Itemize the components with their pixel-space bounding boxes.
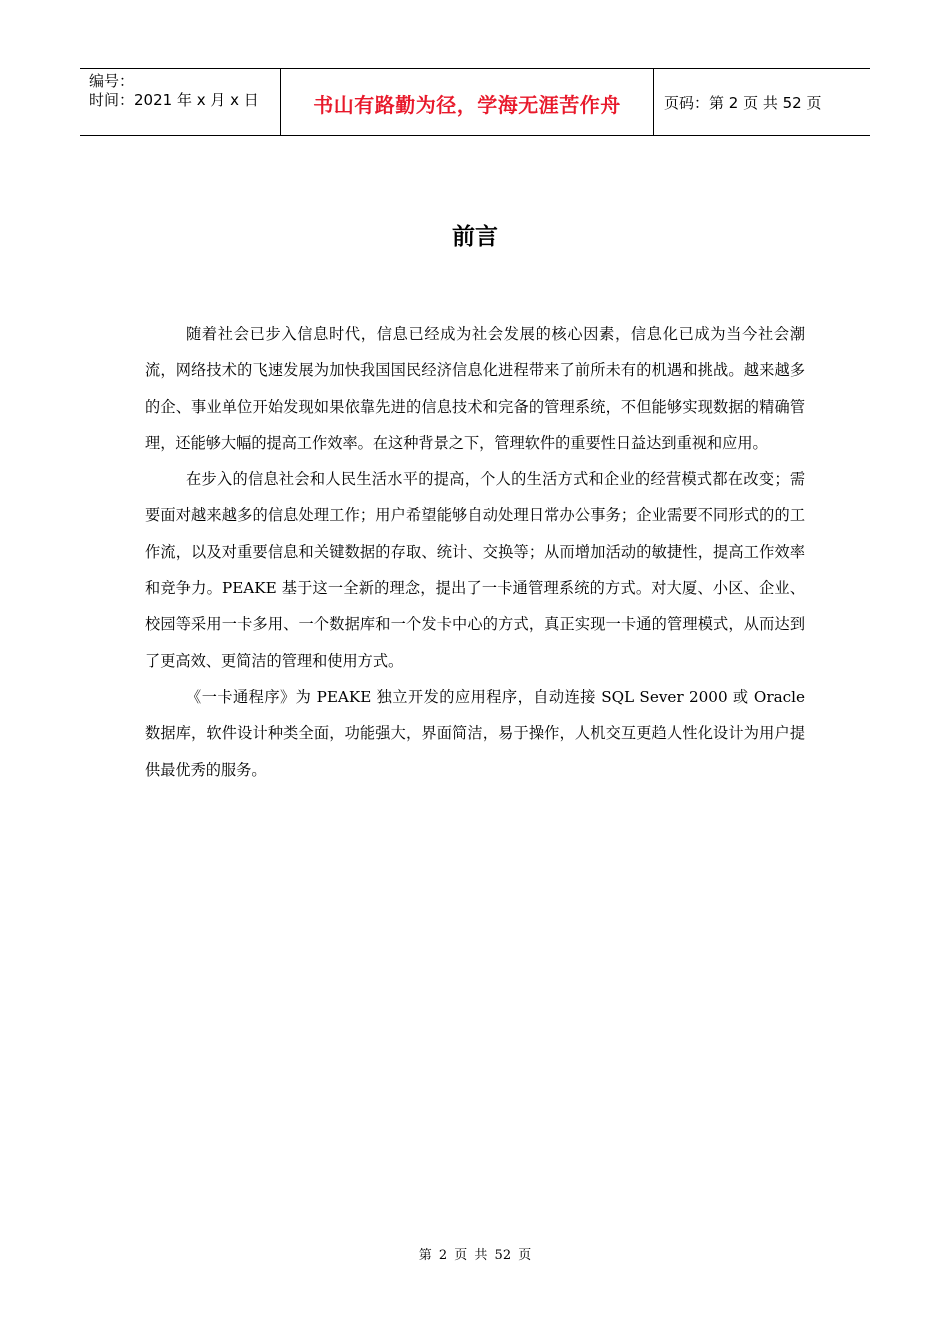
paragraph: 随着社会已步入信息时代，信息已经成为社会发展的核心因素，信息化已成为当今社会潮流，网络技术的飞速发展为加快我国国民经济信息化进程带来了前所未有的机遇和挑战。越来越多的企、事业单位开始发现如果依靠先进的信息技术和完备的管理系统，不但能够实现数据的精确管理，还能够大幅的提高工作效率。在这种背景之下，管理软件的重要性日益达到重视和应用。 <box>145 325 805 452</box>
paragraph: 《一卡通程序》为 PEAKE 独立开发的应用程序，自动连接 SQL Sever 2000 或 Oracle 数据库，软件设计种类全面，功能强大，界面简洁，易于操作，人机交互更趋人性化设计为用户提供最优秀的服务。 <box>145 687 805 779</box>
body-text <box>145 316 805 788</box>
header-page-info: 页码：第 2 页 共 52 页 <box>664 93 822 112</box>
paragraph: 在步入的信息社会和人民生活水平的提高，个人的生活方式和企业的经营模式都在改变；需要面对越来越多的信息处理工作；用户希望能够自动处理日常办公事务；企业需要不同形式的的工作流，以及对重要信息和关键数据的存取、统计、交换等；从而增加活动的敏捷性，提高工作效率和竞争力。PEAKE 基于这一全新的理念，提出了一卡通管理系统的方式。对大厦、小区、企业、校园等采用一卡多用、一个数据库和一个发卡中心的方式，真正实现一卡通的管理模式，从而达到了更高效、更简洁的管理和使用方式。 <box>145 470 805 670</box>
header-motto: 书山有路勤为径，学海无涯苦作舟 <box>281 69 654 135</box>
header-meta-cell <box>80 69 281 135</box>
page-title: 前言 <box>452 224 498 250</box>
date-line: 时间：2021 年 x 月 x 日 <box>89 91 259 109</box>
header-table <box>80 68 870 136</box>
page-footer: 第 2 页 共 52 页 <box>418 1248 532 1263</box>
serial-label: 编号： <box>89 72 135 90</box>
